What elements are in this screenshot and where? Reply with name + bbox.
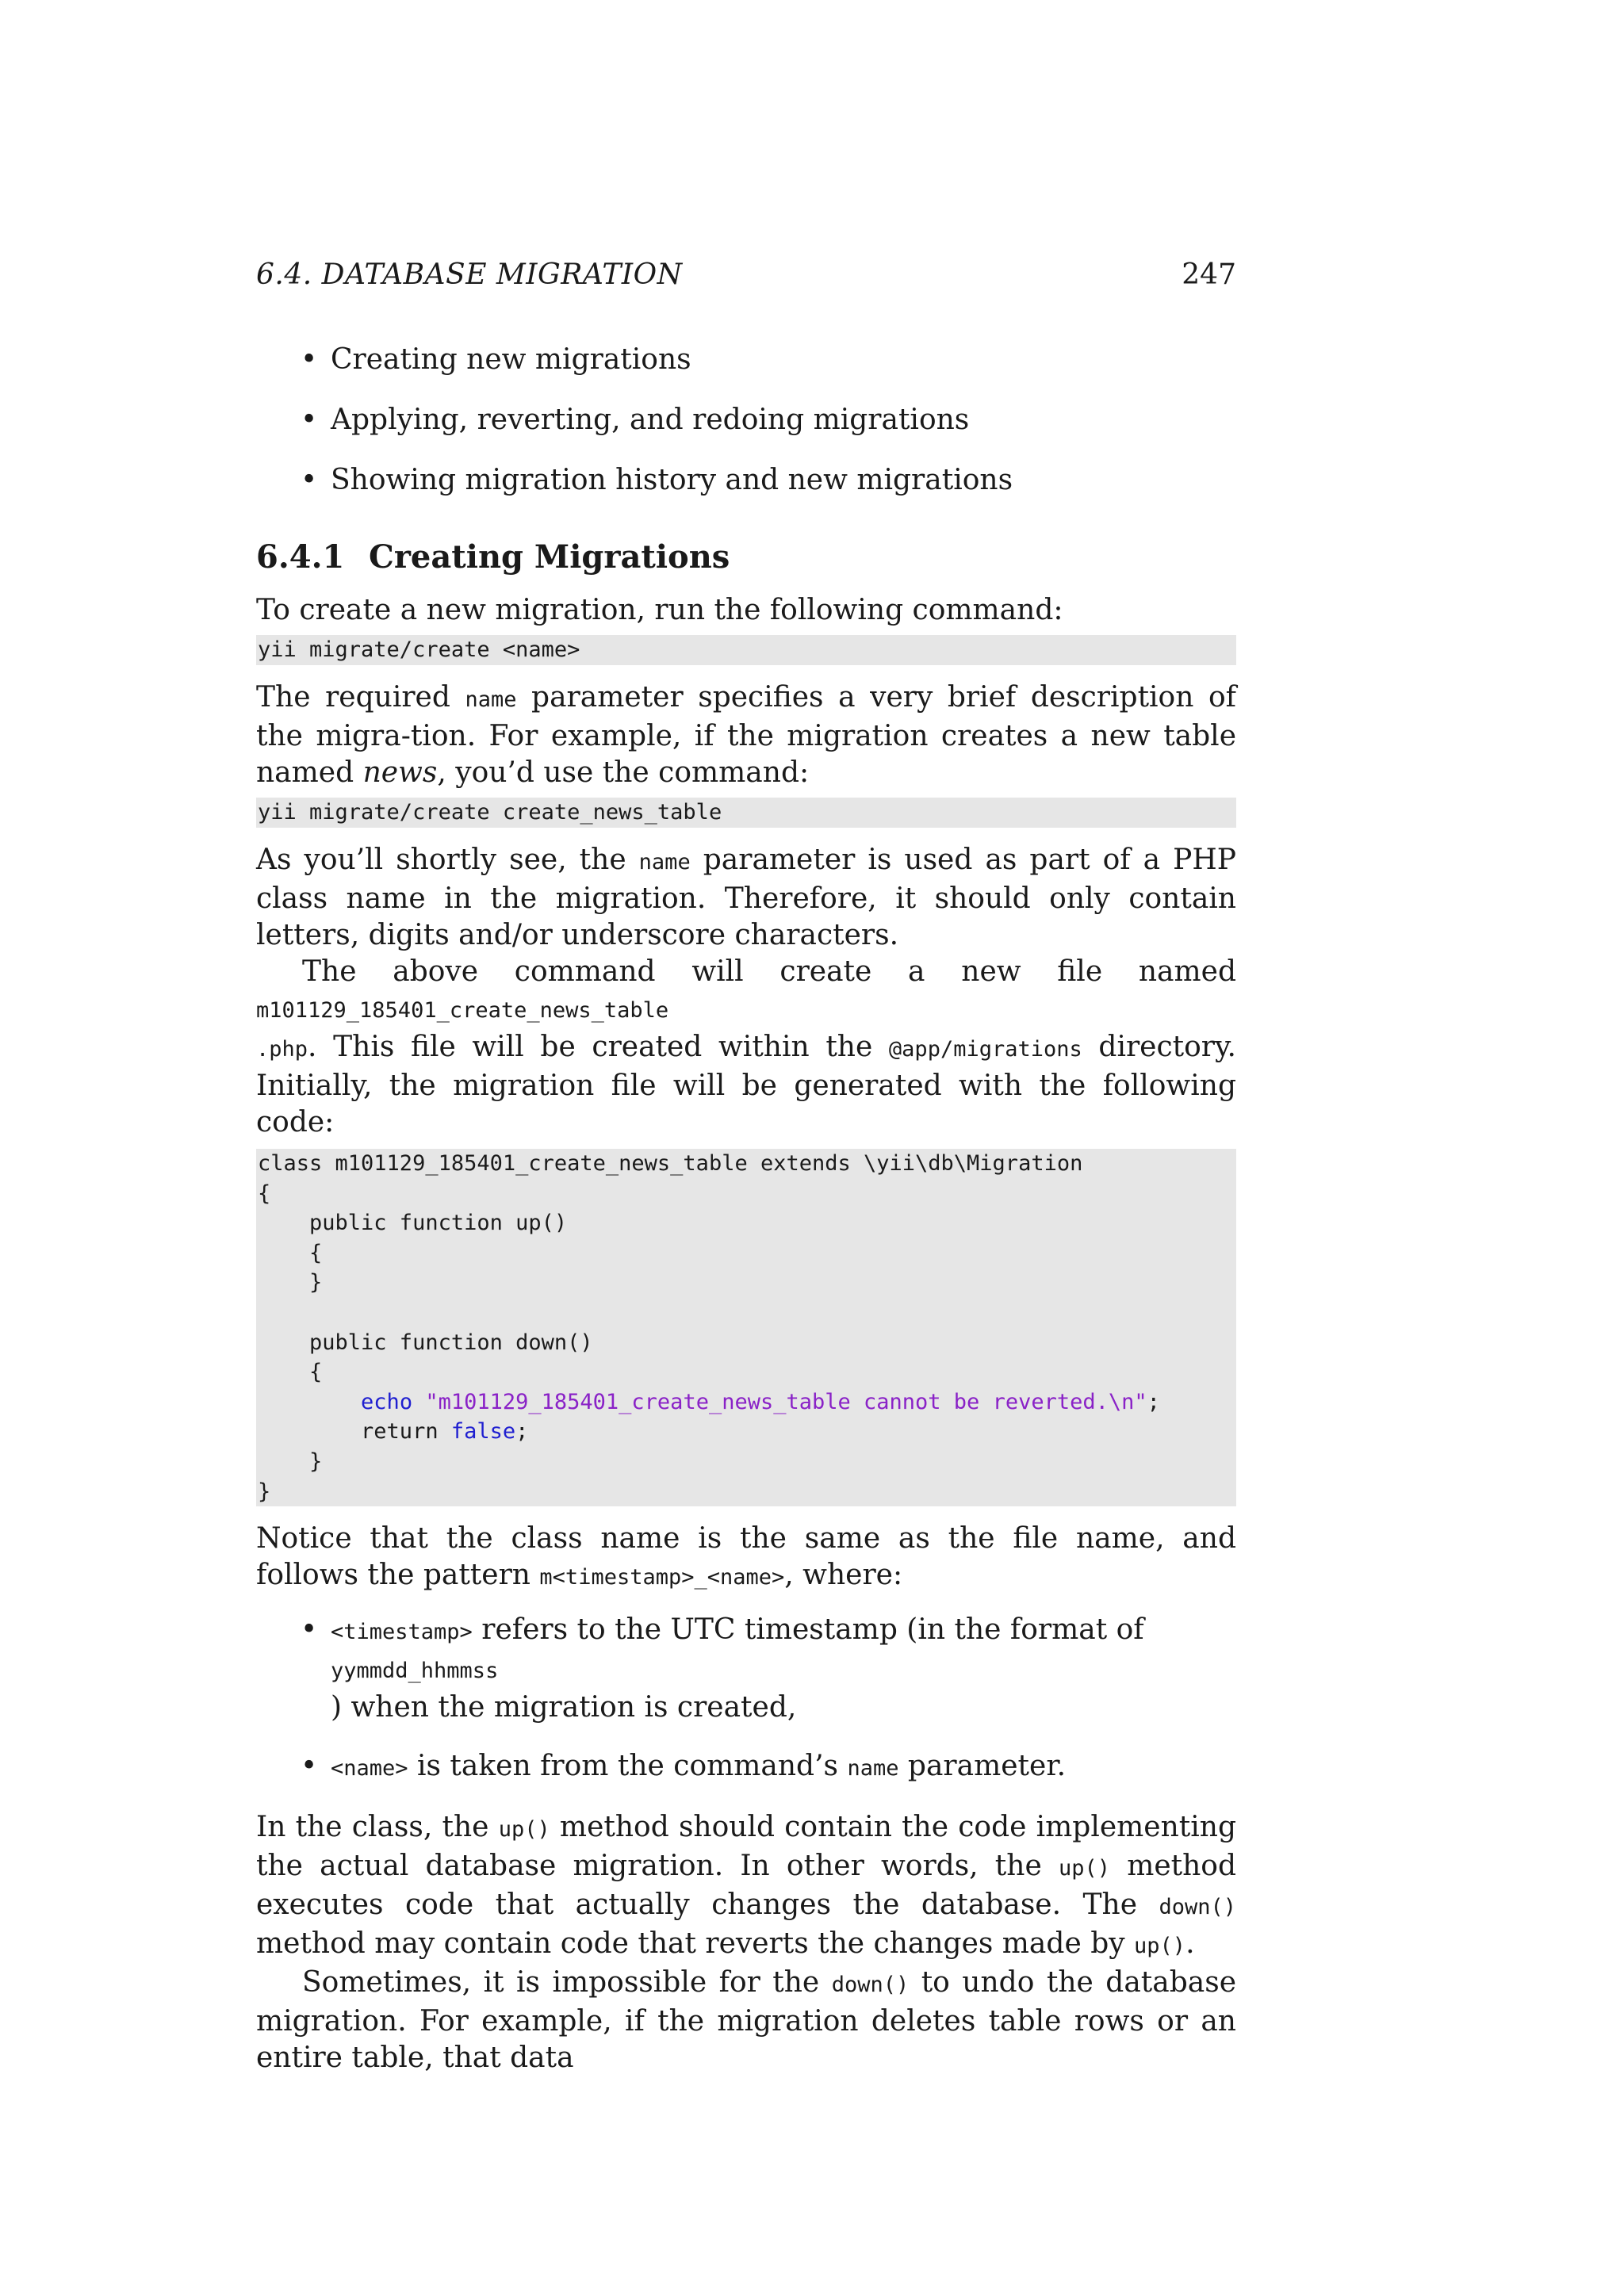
section-heading [256,537,1236,578]
inline-code: up() [1134,1934,1186,1959]
text-run: directory. Initially, the migration file will be generated with the following code: [256,1031,1236,1138]
text-run: . This file will be created within the [308,1031,889,1063]
code-line: } [258,1270,323,1295]
section-title: Creating Migrations [369,538,730,576]
inline-code: <name> [331,1756,408,1781]
code-line: { [258,1240,323,1265]
code-line: public function down() [258,1330,593,1355]
list-item: • Applying, reverting, and redoing migrations [256,402,1236,438]
paragraph-create-intro: To create a new migration, run the following command: [256,594,1063,626]
text-run: method executes code that actually changes the database. The [256,1850,1237,1922]
inline-code: down() [1159,1895,1236,1920]
list-item: • Creating new migrations [256,342,1236,378]
text-run: parameter. [898,1750,1067,1783]
chapter-section-title: 6.4. DATABASE MIGRATION [256,258,683,291]
running-head [256,257,1236,293]
paragraph-up-down [256,1809,1236,1965]
pattern-list [256,1612,1236,1787]
emphasis: news [362,756,438,789]
code-line: class m101129_185401_create_news_table extends \yii\db\Migration [258,1151,1083,1176]
code-line: } [258,1479,271,1504]
inline-code: yymmdd_hhmmss [331,1659,499,1684]
text-run: method should contain the code implementing the actual database migration. In other words, the [256,1811,1236,1883]
list-item [256,1612,1236,1726]
text-run: is taken from the command’s [408,1750,848,1783]
text-run: The required [256,681,465,714]
text-run: , you’d use the command: [437,756,810,789]
page-number: 247 [1182,258,1236,291]
text-run: Notice that the class name is the same as the file name, and follows the pattern [256,1522,1236,1592]
inline-code: <timestamp> [331,1620,473,1645]
list-item [256,1748,1236,1787]
paragraph-name-param [256,679,1236,791]
text-run: , where: [784,1559,903,1592]
text-run: refers to the UTC timestamp (in the format of [472,1613,1144,1647]
text-run: . [1185,1927,1195,1961]
code-line: public function up() [258,1211,568,1236]
inline-code: m<timestamp>_<name> [539,1565,785,1590]
inline-code: down() [831,1973,910,1998]
text-run: parameter specifies a very brief description of the migra-tion. For example, if the migration creates a new table named [256,681,1236,789]
code-string: "m101129_185401_create_news_table cannot be reverted.\n" [412,1389,1147,1414]
code-indent [258,1390,361,1414]
code-keyword: echo [361,1389,413,1414]
inline-code: name [847,1756,899,1781]
inline-code: name [638,850,691,874]
list-item: • Showing migration history and new migrations [256,462,1236,499]
code-line: } [258,1448,323,1474]
code-line: { [258,1360,323,1385]
command-create-news-table: yii migrate/create create_news_table [256,798,1236,828]
code-block-migration-class [256,1149,1236,1506]
code-punct: ; [1147,1389,1160,1414]
inline-code: up() [498,1817,550,1843]
text-run: ) when the migration is created, [331,1691,797,1724]
page-body [256,342,1236,2076]
section-number: 6.4.1 [256,538,345,576]
text-run: In the class, the [256,1811,499,1844]
paragraph-name-usage [256,842,1236,954]
text-run: to undo the database migration. For example, if the migration deletes table rows or an entire table, that data [256,1966,1236,2075]
inline-code-extension: .php [256,1037,308,1062]
inline-code: up() [1058,1856,1110,1881]
text-run: method may contain code that reverts the changes made by [256,1927,1135,1961]
code-line: { [258,1181,271,1206]
paragraph-generated-file [256,954,1236,1141]
inline-code-directory: @app/migrations [888,1037,1082,1062]
code-punct: ; [515,1419,529,1445]
code-keyword: false [450,1419,516,1445]
paragraph-irreversible [256,1965,1236,2076]
paragraph-naming-pattern [256,1521,1236,1596]
text-run: parameter is used as part of a PHP class name in the migration. Therefore, it should only contain letters, digits and/or underscore characters. [256,844,1237,951]
inline-code-filename: m101129_185401_create_news_table [256,998,669,1023]
code-text: return [258,1419,451,1445]
text-run: The above command will create a new file named [302,955,1236,988]
intro-list [256,342,1236,499]
inline-code: name [465,687,517,712]
command-create-name: yii migrate/create <name> [256,635,1236,665]
text-run: Sometimes, it is impossible for the [302,1966,832,1999]
text-run: As you’ll shortly see, the [256,844,639,876]
